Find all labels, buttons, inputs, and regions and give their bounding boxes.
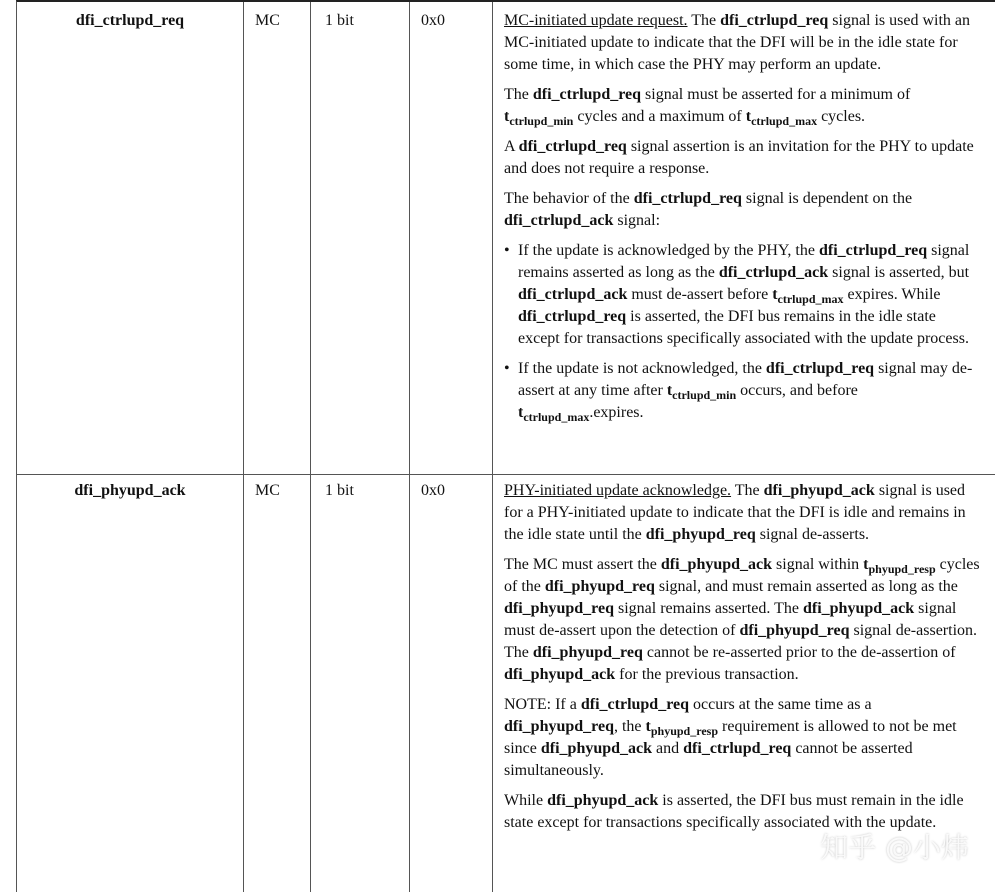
- signal-name: dfi_ctrlupd_req: [75, 12, 185, 29]
- signal-width: 1 bit: [325, 12, 354, 29]
- text: signal assertion is an invitation for the PHY to update and does not require a response.: [504, 138, 974, 177]
- list-item: • If the update is not acknowledged, the dfi_ctrlupd_req signal may de-assert at any time after $t_{ctrlupd\_min}$ occurs, and before $t_{ctrlupd\_max}.expires$.: [504, 358, 980, 424]
- column-divider: [243, 2, 244, 892]
- bullet-list: [504, 240, 980, 424]
- signal-table: [16, 0, 995, 892]
- signal-ref: dfi_ctrlupd_ack: [504, 212, 614, 229]
- column-divider: [492, 2, 493, 892]
- text: signal must be asserted for a minimum of: [641, 86, 911, 103]
- text: The behavior of the: [504, 190, 634, 207]
- text: A: [504, 138, 519, 155]
- text: The: [504, 86, 533, 103]
- signal-width: 1 bit: [325, 482, 354, 499]
- signal-source: MC: [255, 12, 280, 29]
- watermark: 知乎 @小炜: [820, 831, 969, 864]
- signal-ref: dfi_ctrlupd_req: [720, 12, 829, 29]
- text: signal is used with an MC-initiated update to indicate that the DFI will be in the idle state for some time, in which case the PHY may perform an update.: [504, 12, 971, 73]
- column-divider: [310, 2, 311, 892]
- signal-description: MC-initiated update request. The dfi_ctrlupd_req signal is used with an MC-initiated update to indicate that the DFI will be in the idle state for some time, in which case the PHY may perform an update. The dfi_ctrlupd_req signal must be asserted for a minimum of $t_{ctrlupd\_min}$ cycles and a maximum of $t_{ctrlupd\_max}$ cycles. A dfi_ctrlupd_req signal assertion is an invitation for the PHY to update and does not require a response. The behavior of the dfi_ctrlupd_req signal is dependent on the dfi_ctrlupd_ack signal: • If the update is acknowledged by the PHY, the dfi_ctrlupd_req signal remains asserted as long as the dfi_ctrlupd_ack signal is asserted, but dfi_ctrlupd_ack must de-assert before $t_{ctrlupd\_max}$ expires. While dfi_ctrlupd_req is asserted, the DFI bus remains in the idle state except for transactions specifically associated with the update process. • If the update is not acknowledged, the dfi_ctrlupd_req signal may de-assert at any time after $t_{ctrlupd\_min}$ occurs, and before $t_{ctrlupd\_max}.expires$.: [504, 10, 980, 432]
- text: signal is dependent on the: [741, 190, 913, 207]
- list-item: • If the update is acknowledged by the PHY, the dfi_ctrlupd_req signal remains asserted as long as the dfi_ctrlupd_ack signal is asserted, but dfi_ctrlupd_ack must de-assert before $t_{ctrlupd\_max}$ expires. While dfi_ctrlupd_req is asserted, the DFI bus remains in the idle state except for transactions specifically associated with the update process.: [504, 240, 980, 350]
- signal-name: dfi_phyupd_ack: [74, 482, 186, 499]
- signal-ref: dfi_ctrlupd_req: [518, 138, 627, 155]
- description-heading: MC-initiated update request.: [504, 12, 688, 29]
- text: cycles.: [817, 108, 866, 125]
- row-divider: [17, 474, 995, 475]
- timing-param: $t_{ctrlupd\_max}$: [745, 108, 818, 128]
- text: cycles and a maximum of: [573, 108, 746, 125]
- description-heading: PHY-initiated update acknowledge.: [504, 482, 732, 499]
- signal-default: 0x0: [421, 482, 445, 499]
- timing-param: $t_{ctrlupd\_min}$: [504, 108, 574, 128]
- column-divider: [409, 2, 410, 892]
- signal-source: MC: [255, 482, 280, 499]
- signal-ref: dfi_ctrlupd_req: [532, 86, 642, 103]
- signal-default: 0x0: [421, 12, 445, 29]
- text: signal:: [613, 212, 661, 229]
- signal-description: PHY-initiated update acknowledge. The dfi_phyupd_ack signal is used for a PHY-initiated update to indicate that the DFI is idle and remains in the idle state until the dfi_phyupd_req signal de-asserts. The MC must assert the dfi_phyupd_ack signal within $t_{phyupd\_resp}$ cycles of the dfi_phyupd_req signal, and must remain asserted as long as the dfi_phyupd_req signal remains asserted. The dfi_phyupd_ack signal must de-assert upon the detection of dfi_phyupd_req signal de-assertion. The dfi_phyupd_req cannot be re-asserted prior to the de-assertion of dfi_phyupd_ack for the previous transaction. NOTE: If a dfi_ctrlupd_req occurs at the same time as a dfi_phyupd_req, the $t_{phyupd\_resp}$ requirement is allowed to not be met since dfi_phyupd_ack and dfi_ctrlupd_req cannot be asserted simultaneously. While dfi_phyupd_ack is asserted, the DFI bus must remain in the idle state except for transactions specifically associated with the update.: [504, 482, 980, 831]
- signal-ref: dfi_ctrlupd_req: [633, 190, 742, 207]
